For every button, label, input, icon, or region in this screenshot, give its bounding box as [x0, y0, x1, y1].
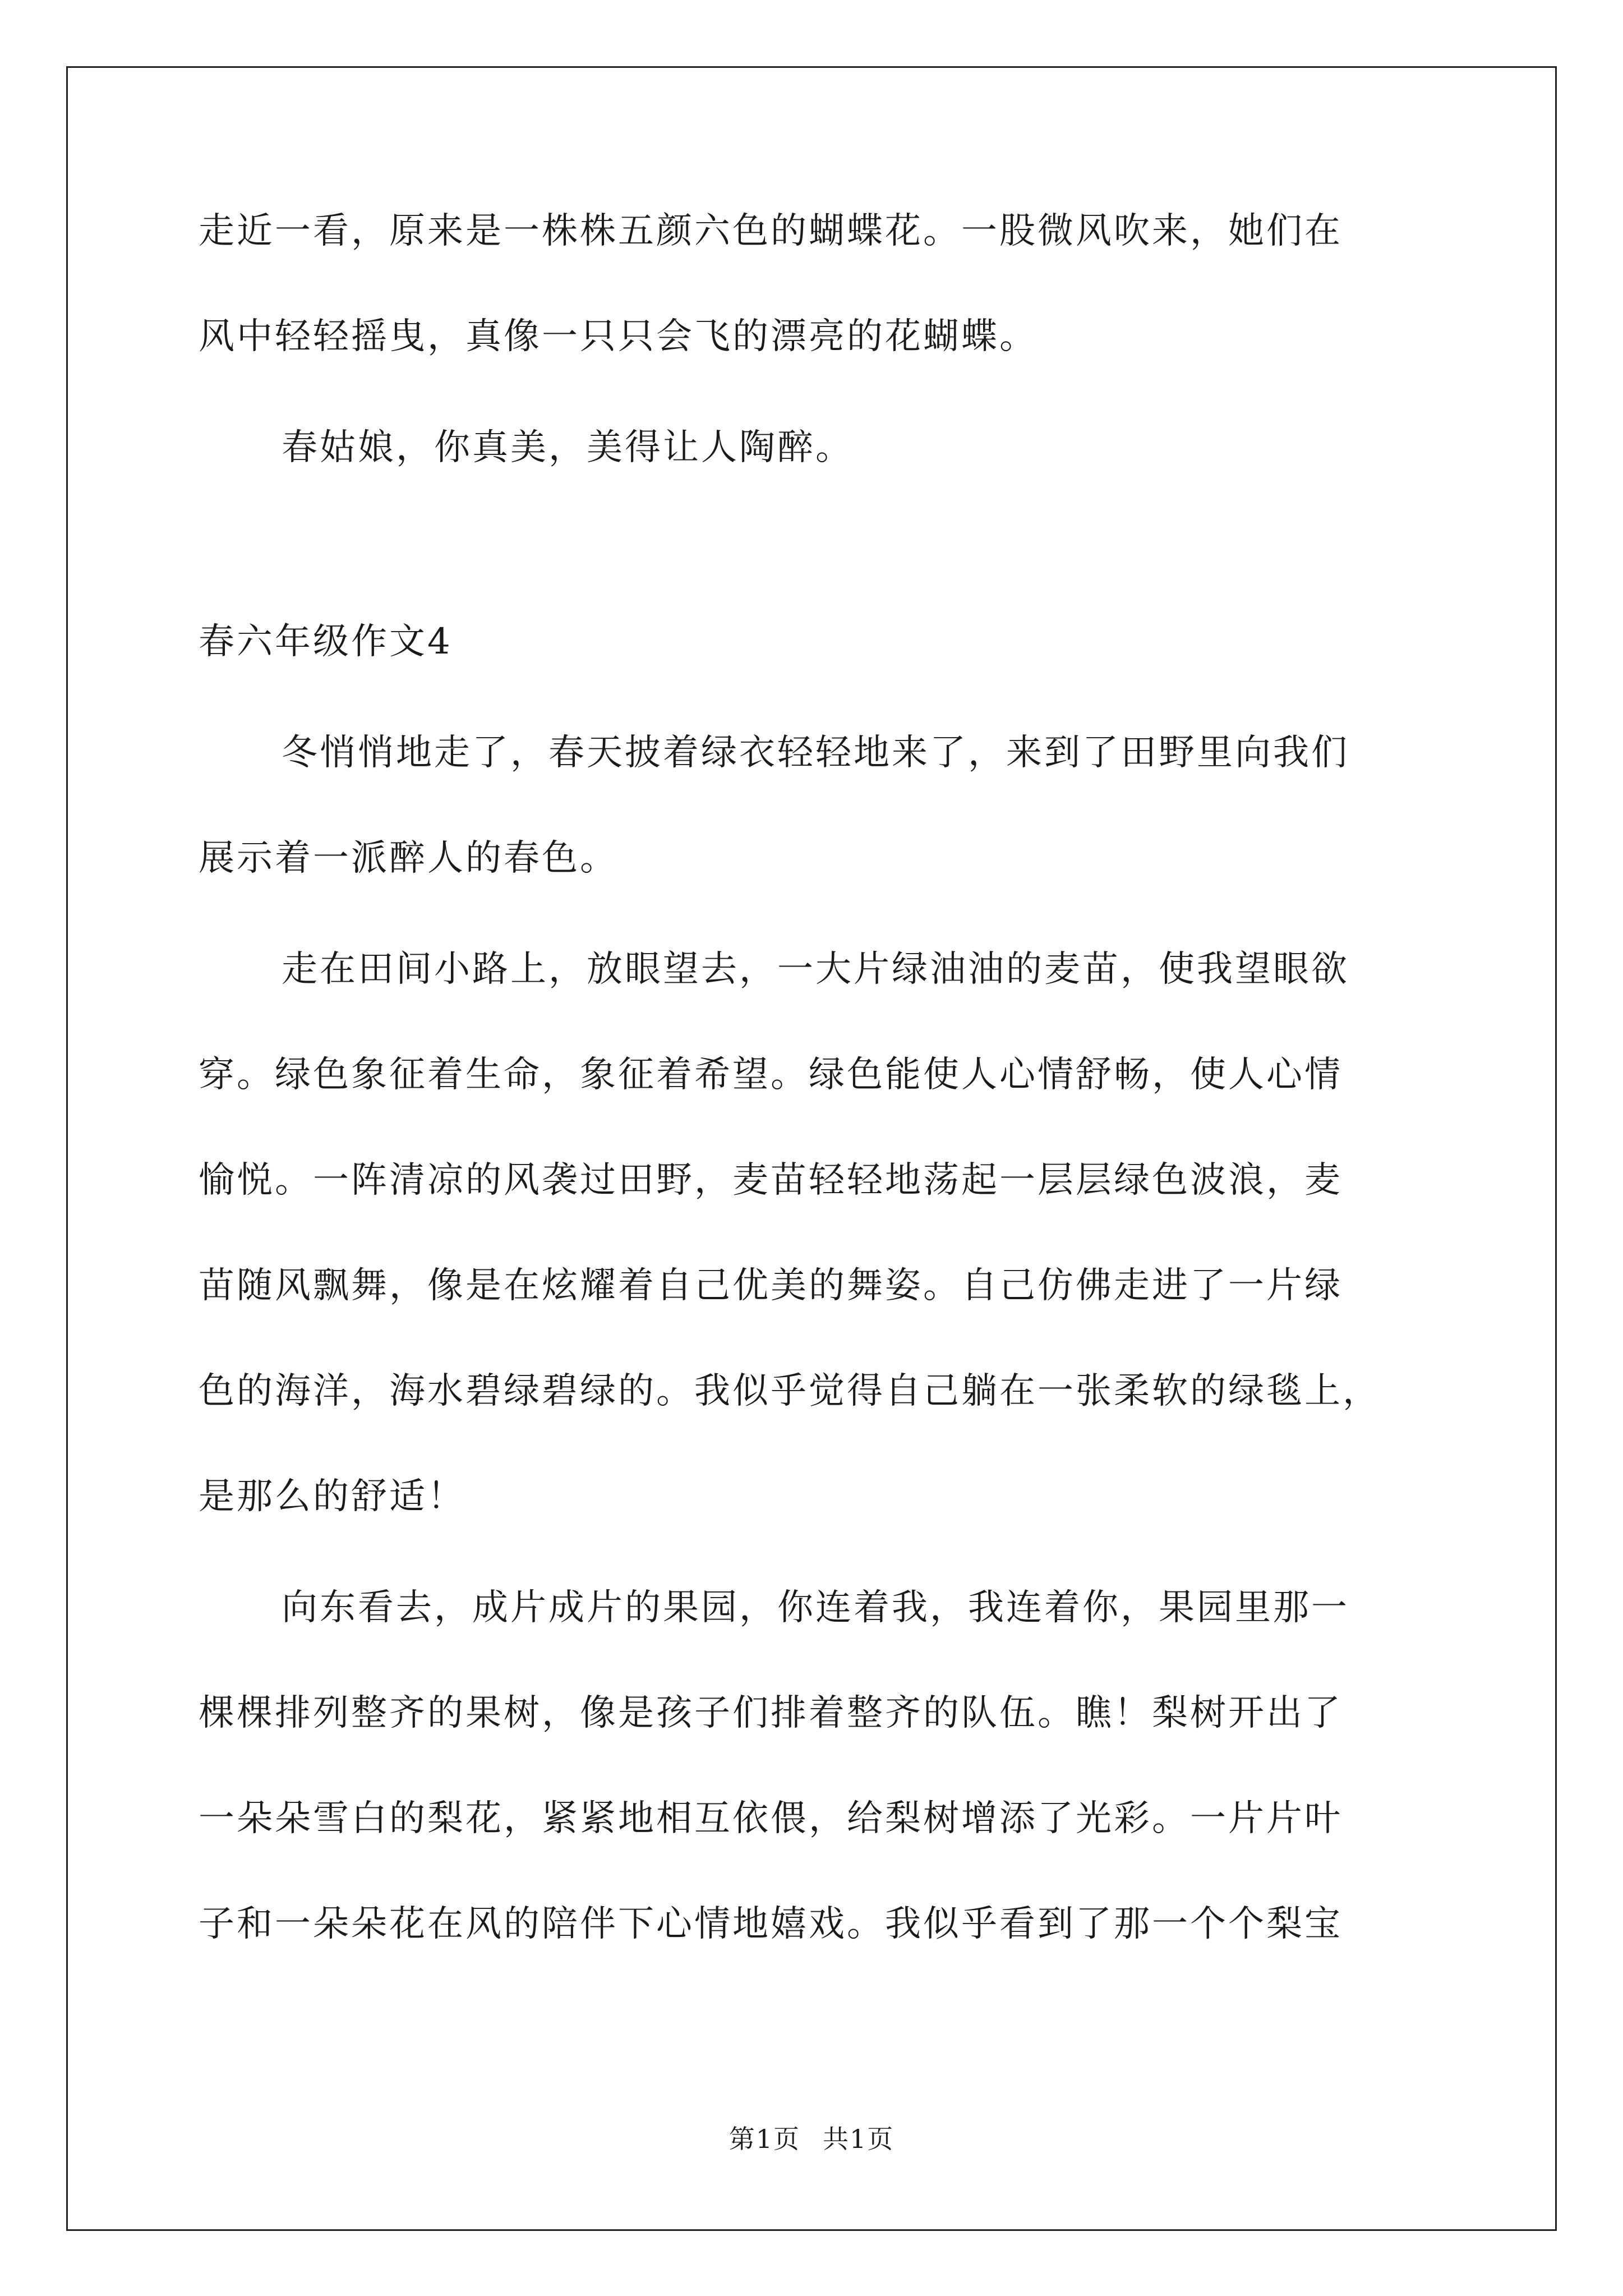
text-line: 愉悦。一阵清凉的风袭过田野，麦苗轻轻地荡起一层层绿色波浪，麦	[199, 1159, 1343, 1201]
text-line: 风中轻轻摇曳，真像一只只会飞的漂亮的花蝴蝶。	[199, 316, 1038, 357]
text-line: 一朵朵雪白的梨花，紧紧地相互依偎，给梨树增添了光彩。一片片叶	[199, 1798, 1343, 1839]
text-line: 走近一看，原来是一株株五颜六色的蝴蝶花。一股微风吹来，她们在	[199, 210, 1343, 252]
text-line: 穿。绿色象征着生命，象征着希望。绿色能使人心情舒畅，使人心情	[199, 1054, 1343, 1096]
text-line: 色的海洋，海水碧绿碧绿的。我似乎觉得自己躺在一张柔软的绿毯上，	[199, 1370, 1381, 1412]
text-line: 棵棵排列整齐的果树，像是孩子们排着整齐的队伍。瞧！梨树开出了	[199, 1692, 1343, 1734]
section-title: 春六年级作文4	[199, 621, 453, 662]
text-line: 走在田间小路上，放眼望去，一大片绿油油的麦苗，使我望眼欲	[282, 949, 1349, 990]
page-number: 第1页	[728, 2124, 800, 2154]
text-line: 春姑娘，你真美，美得让人陶醉。	[282, 427, 854, 468]
text-line: 苗随风飘舞，像是在炫耀着自己优美的舞姿。自己仿佛走进了一片绿	[199, 1265, 1343, 1306]
text-line: 冬悄悄地走了，春天披着绿衣轻轻地来了，来到了田野里向我们	[282, 732, 1349, 774]
text-line: 子和一朵朵花在风的陪伴下心情地嬉戏。我似乎看到了那一个个梨宝	[199, 1903, 1343, 1945]
page-footer	[0, 2126, 1623, 2152]
text-line: 展示着一派醉人的春色。	[199, 838, 618, 879]
text-line: 向东看去，成片成片的果园，你连着我，我连着你，果园里那一	[282, 1587, 1349, 1628]
text-line: 是那么的舒适！	[199, 1476, 465, 1517]
page-total: 共1页	[823, 2124, 895, 2154]
document-body	[199, 210, 1438, 1945]
